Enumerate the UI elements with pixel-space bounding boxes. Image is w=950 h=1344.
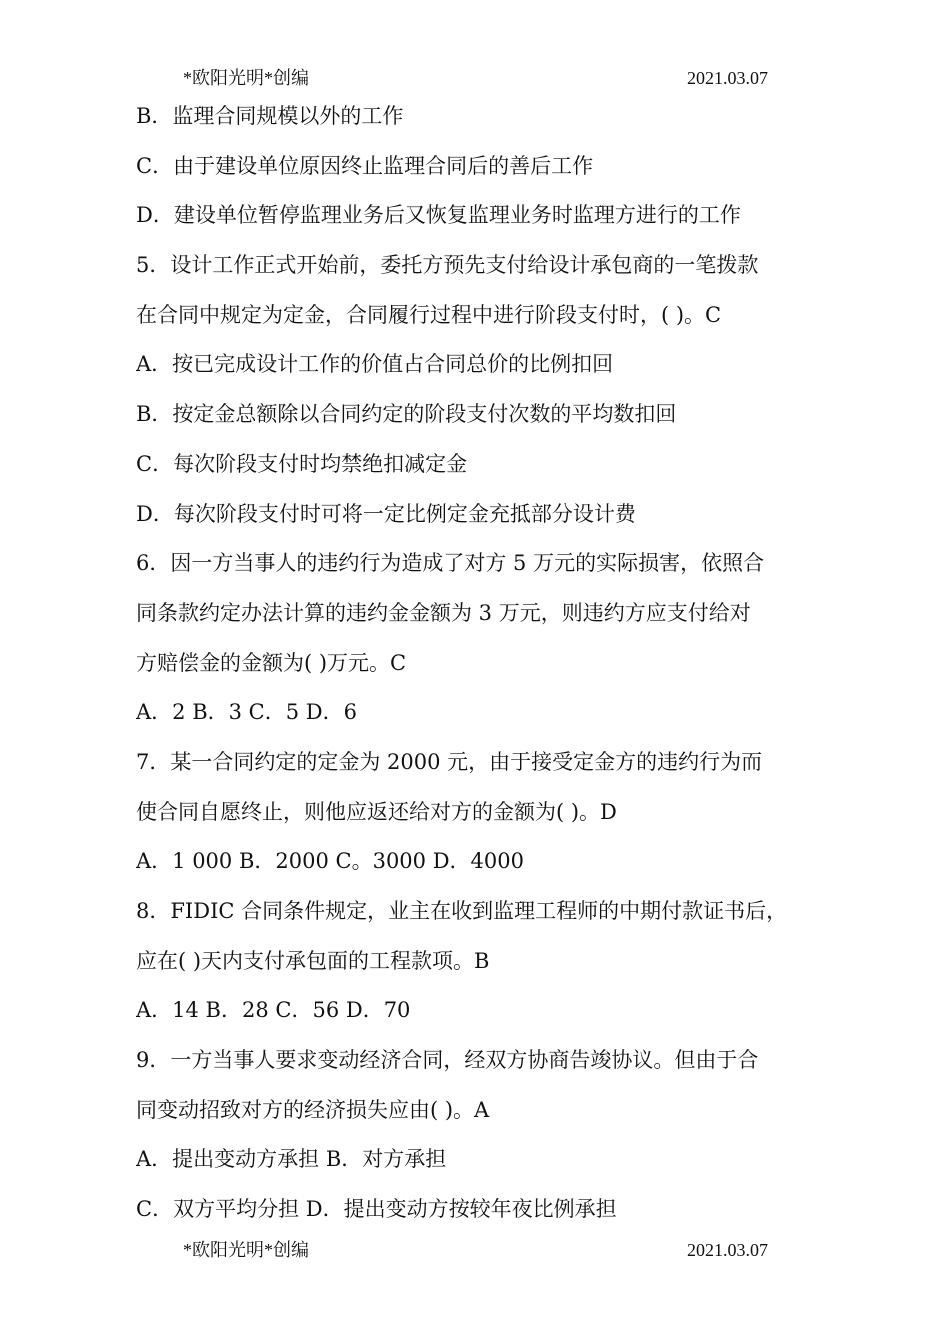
text-line: C．每次阶段支付时均禁绝扣减定金 — [136, 451, 468, 476]
text-line: B．监理合同规模以外的工作 — [136, 104, 404, 128]
text-line: D．建设单位暂停监理业务后又恢复监理业务时监理方进行的工作 — [136, 203, 741, 228]
text-line: C．双方平均分担 D．提出变动方按较年夜比例承担 — [136, 1197, 617, 1222]
footer-author: *欧阳光明*创编 — [183, 1240, 309, 1260]
text-line: 方赔偿金的金额为( )万元。C — [136, 650, 407, 675]
text-line: A．提出变动方承担 B．对方承担 — [136, 1147, 447, 1172]
text-line: A．2 B．3 C．5 D．6 — [136, 700, 357, 725]
text-line: C．由于建设单位原因终止监理合同后的善后工作 — [136, 153, 594, 178]
text-line: 在合同中规定为定金，合同履行过程中进行阶段支付时，( )。C — [136, 302, 722, 327]
header-date: 2021.03.07 — [687, 68, 768, 88]
text-line: 5．设计工作正式开始前，委托方预先支付给设计承包商的一笔拨款 — [136, 253, 759, 278]
text-line: A．按已完成设计工作的价值占合同总价的比例扣回 — [136, 352, 614, 377]
header-author: *欧阳光明*创编 — [183, 68, 309, 88]
text-line: D．每次阶段支付时可将一定比例定金充抵部分设计费 — [136, 501, 636, 526]
text-line: 应在( )天内支付承包面的工程款项。B — [136, 948, 490, 973]
footer-date: 2021.03.07 — [687, 1240, 768, 1260]
text-line: 使合同自愿终止，则他应返还给对方的金额为( )。D — [136, 799, 617, 824]
page-footer — [183, 1237, 768, 1263]
text-line: 6．因一方当事人的违约行为造成了对方 5 万元的实际损害，依照合 — [136, 551, 765, 576]
text-line: 同条款约定办法计算的违约金金额为 3 万元，则违约方应支付给对 — [136, 600, 751, 625]
text-line: A．14 B．28 C．56 D．70 — [136, 998, 411, 1023]
text-line: B．按定金总额除以合同约定的阶段支付次数的平均数扣回 — [136, 402, 677, 427]
text-line: 8．FIDIC 合同条件规定，业主在收到监理工程师的中期付款证书后， — [136, 899, 788, 923]
text-line: 同变动招致对方的经济损失应由( )。A — [136, 1097, 490, 1122]
document-body — [136, 92, 826, 1235]
text-line: 7．某一合同约定的定金为 2000 元，由于接受定金方的违约行为而 — [136, 749, 763, 774]
text-line: A．1 000 B．2000 C。3000 D．4000 — [136, 849, 524, 874]
text-line: 9．一方当事人要求变动经济合同，经双方协商告竣协议。但由于合 — [136, 1048, 759, 1073]
page-header — [183, 65, 768, 91]
